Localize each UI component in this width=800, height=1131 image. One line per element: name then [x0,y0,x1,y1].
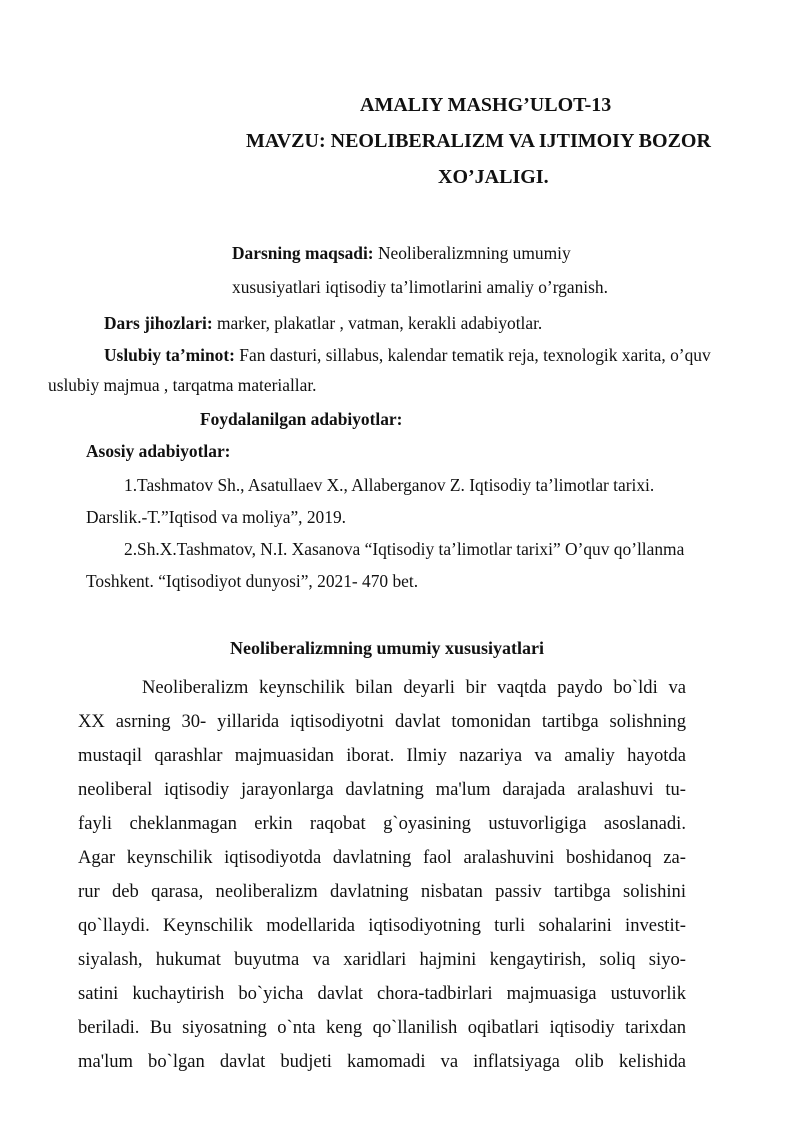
lesson-goal-text: Neoliberalizmning umumiy [377,243,571,263]
paragraph-line: Agar keynschilik iqtisodiyotda davlatning faol aralashuvini boshidanoq za- [78,847,686,868]
main-literature-heading: Asosiy adabiyotlar: [86,441,231,461]
section-heading: Neoliberalizmning umumiy xususiyatlari [230,638,545,658]
paragraph-line: fayli cheklanmagan erkin raqobat g`oyasining ustuvorligiga asoslanadi. [78,813,686,834]
methodological-support-text: Fan dasturi, sillabus, kalendar tematik reja, texnologik xarita, o’quv [239,345,711,365]
paragraph-line: qo`llaydi. Keynschilik modellarida iqtisodiyotning turli sohalarini investit- [78,915,686,936]
paragraph-line: siyalash, hukumat buyutma va xaridlari hajmini kengaytirish, soliq siyo- [78,949,686,970]
lesson-equipment [104,312,542,334]
methodological-support-text-continued: uslubiy majmua , tarqatma materiallar. [48,375,317,395]
paragraph-line: mustaqil qarashlar majmuasidan iborat. Ilmiy nazariya va amaliy hayotda [78,745,686,766]
literature-heading: Foydalanilgan adabiyotlar: [200,409,403,429]
lesson-equipment-text: marker, plakatlar , vatman, kerakli adabiyotlar. [217,313,543,333]
literature-item-1: 1.Tashmatov Sh., Asatullaev X., Allaberganov Z. Iqtisodiy ta’limotlar tarixi. [124,475,655,495]
literature-item-2-continued: Toshkent. “Iqtisodiyot dunyosi”, 2021- 470 bet. [86,571,419,591]
paragraph-line: neoliberal iqtisodiy jarayonlarga davlatning ma'lum darajada aralashuvi tu- [78,779,686,800]
methodological-support-label: Uslubiy ta’minot: [104,345,235,365]
paragraph-line: ma'lum bo`lgan davlat budjeti kamomadi va inflatsiyaga olib kelishida [78,1051,686,1072]
methodological-support [104,344,711,366]
literature-item-1-continued: Darslik.-T.”Iqtisod va moliya”, 2019. [86,507,346,527]
lesson-goal-text-continued: xususiyatlari iqtisodiy ta’limotlarini amaliy o’rganish. [232,277,608,297]
lesson-goal [232,242,571,264]
lesson-goal-label: Darsning maqsadi: [232,243,374,263]
paragraph-line: rur deb qarasa, neoliberalizm davlatning nisbatan passiv tartibga solishini [78,881,686,902]
paragraph-line: Neoliberalizm keynschilik bilan deyarli bir vaqtda paydo bo`ldi va [142,677,686,698]
practical-lesson-title: AMALIY MASHG’ULOT-13 [360,94,612,116]
paragraph-line: XX asrning 30- yillarida iqtisodiyotni davlat tomonidan tartibga solishning [78,711,686,732]
lesson-equipment-label: Dars jihozlari: [104,313,213,333]
paragraph-line: satini kuchaytirish bo`yicha davlat chora-tadbirlari majmuasiga ustuvorlik [78,983,686,1004]
paragraph-line: beriladi. Bu siyosatning o`nta keng qo`llanilish oqibatlari iqtisodiy tarixdan [78,1017,686,1038]
literature-item-2: 2.Sh.X.Tashmatov, N.I. Xasanova “Iqtisodiy ta’limotlar tarixi” O’quv qo’llanma [124,539,685,559]
topic-title-continued: XO’JALIGI. [438,166,549,188]
topic-title: MAVZU: NEOLIBERALIZM VA IJTIMOIY BOZOR [246,130,711,152]
